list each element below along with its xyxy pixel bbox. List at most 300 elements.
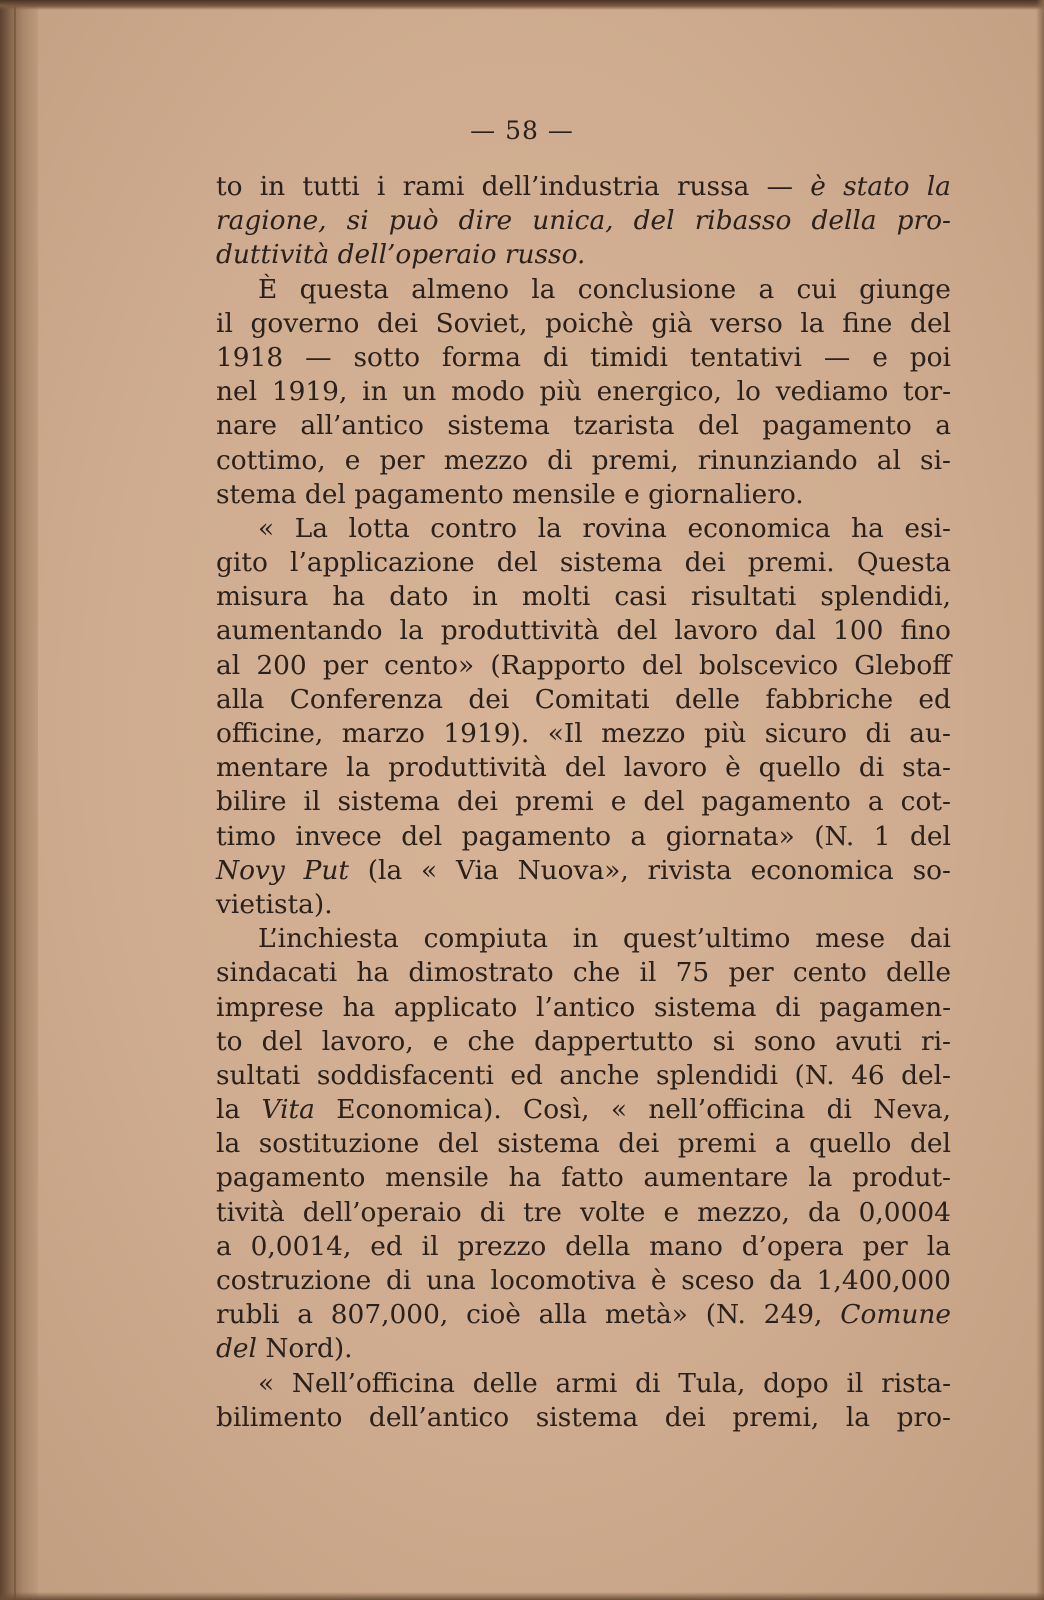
word: ha	[356, 957, 390, 989]
text-line	[216, 307, 951, 341]
word: premi	[677, 1128, 757, 1160]
word: la	[399, 615, 424, 647]
word: —	[766, 171, 793, 202]
word: (Rapporto	[490, 649, 626, 681]
word: contro	[430, 512, 518, 544]
word: la	[926, 171, 951, 202]
word: «	[258, 1367, 275, 1399]
word: del	[401, 820, 443, 852]
text-line	[216, 1025, 951, 1059]
text-line	[216, 820, 951, 854]
word: per	[322, 649, 369, 681]
word: verso	[710, 307, 783, 339]
word: «	[421, 854, 438, 886]
word: si-	[920, 444, 951, 476]
word: aumentare	[643, 1162, 789, 1194]
word: e	[432, 1025, 449, 1057]
word: dopo	[763, 1367, 829, 1399]
word: metà»	[604, 1299, 688, 1331]
word: sistema	[447, 410, 550, 442]
word: è	[725, 752, 741, 784]
word: ha	[851, 512, 884, 544]
word: e	[872, 341, 888, 373]
text-line	[216, 478, 951, 512]
word: so-	[912, 854, 951, 886]
word: dei	[684, 547, 726, 579]
word: gito	[216, 547, 268, 579]
word: mentare	[216, 752, 329, 784]
word: mezzo	[601, 718, 686, 749]
word: poi	[909, 341, 951, 373]
word: applicato	[393, 991, 518, 1023]
word: 1918	[216, 341, 284, 373]
word: pro-	[896, 205, 951, 237]
word: della	[811, 205, 877, 237]
word: tentativi	[689, 341, 802, 373]
word: pro-	[896, 1401, 951, 1433]
word: ragione,	[216, 205, 327, 237]
word: L’inchiesta	[258, 923, 399, 955]
word: l’antico	[535, 991, 636, 1023]
spine-crease	[14, 0, 16, 1600]
text-line	[216, 1196, 951, 1230]
word: la	[845, 1401, 871, 1433]
word: d’opera	[741, 1230, 844, 1262]
word: to	[216, 171, 243, 202]
word: dell’industria	[481, 171, 660, 202]
word: La	[294, 512, 328, 544]
word: ribasso	[694, 205, 792, 237]
word: aumentando	[216, 615, 383, 647]
word: del	[261, 1025, 303, 1057]
word: rubli	[216, 1299, 280, 1331]
word: giornata»	[665, 820, 795, 852]
word: splendidi	[655, 1059, 779, 1091]
word: risultati	[690, 581, 797, 613]
word: cot-	[900, 786, 951, 818]
word: premi,	[591, 444, 679, 476]
text-line	[216, 204, 951, 238]
word: delle	[885, 957, 951, 989]
word: molti	[521, 581, 591, 613]
book-spine	[0, 0, 38, 1600]
text-line	[216, 1367, 951, 1401]
word: a	[867, 786, 884, 818]
word: ha	[508, 1162, 542, 1194]
word: nare	[216, 410, 277, 442]
word: energico,	[596, 376, 722, 408]
word: casi	[614, 581, 667, 613]
word: sistema	[337, 786, 440, 818]
word: da	[807, 1196, 841, 1228]
word: è	[650, 1265, 667, 1296]
word: dato	[389, 581, 449, 613]
word: vediamo	[775, 376, 889, 408]
word: più	[703, 718, 747, 749]
text-line	[216, 614, 951, 648]
text-line	[216, 409, 951, 443]
word: bilimento	[216, 1401, 343, 1433]
word: del	[216, 1333, 257, 1365]
word: sceso	[681, 1265, 755, 1296]
text-line	[216, 751, 951, 785]
word: di	[865, 718, 891, 749]
page-number: — 58 —	[470, 116, 574, 145]
word: e	[624, 478, 640, 510]
word: volte	[579, 1196, 646, 1228]
word: 1919,	[271, 376, 348, 408]
word: Soviet,	[435, 307, 528, 339]
word: soddisfacenti	[316, 1059, 494, 1091]
word: la	[808, 1162, 833, 1194]
word: Nell’officina	[291, 1367, 455, 1399]
text-line	[216, 512, 951, 546]
word: Nord).	[265, 1333, 353, 1365]
word: del	[697, 410, 739, 442]
word: 200	[256, 649, 307, 681]
word: ed	[918, 683, 951, 715]
word: un	[402, 376, 437, 408]
word: per	[862, 1230, 908, 1262]
word: stema	[216, 478, 297, 510]
word: tor-	[902, 376, 951, 408]
word: rinunziando	[697, 444, 858, 476]
text-line	[216, 1264, 951, 1298]
word: 46	[851, 1059, 885, 1091]
word: pagamen-	[819, 991, 951, 1023]
word: produt-	[852, 1162, 951, 1194]
word: Comune	[840, 1299, 951, 1331]
word: economica	[750, 854, 894, 886]
word: anche	[559, 1059, 640, 1091]
word: Put	[303, 854, 349, 886]
word: economica	[687, 512, 831, 544]
word: ha	[342, 991, 376, 1023]
word: bilire	[216, 786, 287, 818]
word: del	[641, 649, 683, 681]
word: fatto	[561, 1162, 624, 1194]
word: la	[216, 1094, 241, 1126]
text-line	[216, 717, 951, 751]
word: Neva,	[873, 1094, 951, 1126]
word: di	[775, 991, 801, 1023]
text-line	[216, 444, 951, 478]
word: Tula,	[678, 1367, 746, 1399]
word: (N.	[794, 1059, 835, 1091]
word: alla	[538, 1299, 587, 1331]
word: armi	[555, 1367, 618, 1399]
word: bolscevico	[698, 649, 839, 681]
word: al	[216, 649, 241, 681]
word: e	[663, 1196, 680, 1228]
word: Nuova»,	[517, 854, 629, 886]
word: lavoro	[623, 752, 708, 784]
word: premi.	[747, 547, 835, 579]
word: sistema	[497, 1128, 600, 1160]
word: di	[542, 341, 569, 373]
word: giunge	[859, 273, 951, 305]
word: dei	[664, 1401, 706, 1433]
word: stato	[843, 171, 910, 202]
word: del	[910, 820, 951, 852]
word: la	[926, 1230, 951, 1262]
word: ed	[510, 1059, 543, 1091]
word: pagamento	[701, 786, 851, 818]
word: marzo	[341, 718, 425, 749]
word: governo	[250, 307, 360, 339]
word: pagamento	[461, 820, 612, 852]
word: all’antico	[300, 410, 424, 442]
text-line	[216, 170, 951, 204]
text-line	[216, 991, 951, 1025]
word: produttività	[440, 615, 600, 647]
word: 75	[675, 957, 710, 989]
word: tutti	[302, 171, 360, 202]
word: 100	[833, 615, 884, 647]
word: ri-	[920, 1025, 951, 1057]
word: dei	[376, 307, 418, 339]
word: mezzo,	[697, 1196, 790, 1228]
word: cioè	[466, 1299, 521, 1331]
word: a	[630, 820, 647, 852]
word: 249,	[763, 1299, 823, 1331]
word: (N.	[705, 1299, 746, 1331]
word: da	[769, 1265, 802, 1296]
word: del	[564, 752, 606, 784]
text-line	[216, 649, 951, 683]
word: rista-	[881, 1367, 951, 1399]
word: in	[259, 171, 286, 202]
word: modo	[451, 376, 525, 408]
text-line	[216, 1332, 951, 1366]
word: poichè	[545, 307, 634, 339]
word: pagamento	[762, 410, 912, 442]
page-bottom-edge	[0, 1592, 1044, 1600]
word: del	[910, 307, 951, 339]
word: premi	[515, 786, 594, 818]
word: mensile	[385, 1162, 489, 1194]
word: quest’ultimo	[623, 923, 791, 955]
word: au-	[909, 718, 951, 749]
word: si	[346, 205, 369, 237]
word: in	[362, 376, 388, 408]
word: per	[728, 957, 774, 989]
text-line	[216, 238, 951, 272]
word: sostituzione	[258, 1128, 420, 1160]
word: invece	[295, 820, 382, 852]
word: del	[616, 615, 658, 647]
word: splendidi,	[820, 581, 951, 613]
word: sistema	[559, 547, 663, 579]
word: cento»	[384, 649, 475, 681]
word: può	[388, 205, 439, 237]
word: delle	[472, 1367, 538, 1399]
text-line	[216, 580, 951, 614]
word: (N.	[814, 820, 855, 852]
word: compiuta	[423, 923, 548, 955]
word: del	[909, 1128, 951, 1160]
word: in	[472, 581, 498, 613]
word: del	[437, 1128, 479, 1160]
word: tività	[216, 1196, 285, 1228]
word: il	[303, 786, 321, 818]
word: per	[379, 444, 425, 476]
word: russa	[676, 171, 750, 202]
word: duttività	[216, 239, 330, 271]
word: timidi	[590, 341, 669, 373]
word: Gleboff	[854, 649, 951, 681]
word: fine	[842, 307, 893, 339]
word: la	[346, 752, 371, 784]
word: lavoro	[674, 615, 758, 647]
word: conclusione	[577, 273, 737, 305]
word: la	[537, 512, 562, 544]
word: sicuro	[764, 718, 848, 749]
word: prezzo	[457, 1230, 547, 1262]
word: Questa	[856, 547, 951, 579]
word: giornaliero.	[648, 478, 804, 510]
word: «Il	[547, 718, 583, 749]
word: di	[826, 1094, 852, 1126]
word: tre	[523, 1196, 562, 1228]
word: cento	[792, 957, 867, 989]
word: la	[531, 273, 556, 305]
word: a	[774, 1128, 791, 1160]
word: del	[496, 547, 538, 579]
word: mese	[815, 923, 886, 955]
word: rivista	[647, 854, 732, 886]
word: di	[386, 1265, 412, 1296]
word: dappertutto	[534, 1025, 694, 1057]
word: esi-	[904, 512, 951, 544]
word: più	[539, 376, 582, 408]
word: dire	[458, 205, 513, 237]
word: a	[216, 1230, 232, 1262]
word: (la	[367, 854, 403, 886]
word: Conferenza	[289, 683, 444, 715]
word: già	[651, 307, 693, 339]
word: tzarista	[573, 410, 675, 442]
word: a	[935, 410, 951, 442]
word: 0,0004	[858, 1196, 951, 1228]
word: del	[643, 786, 685, 818]
word: mano	[649, 1230, 723, 1262]
word: sistema	[653, 991, 757, 1023]
text-line	[216, 956, 951, 990]
text-line	[216, 546, 951, 580]
word: quello	[809, 1128, 892, 1160]
text-line	[216, 1401, 951, 1435]
word: dimostrato	[408, 957, 554, 989]
word: la	[800, 307, 825, 339]
word: della	[565, 1230, 631, 1262]
word: al	[876, 444, 901, 476]
word: cottimo,	[216, 444, 326, 476]
word: sistema	[535, 1401, 639, 1433]
word: la	[216, 1128, 241, 1160]
word: «	[610, 1094, 627, 1126]
word: russo.	[504, 239, 586, 271]
word: dei	[618, 1128, 660, 1160]
text-line	[216, 1059, 951, 1093]
word: costruzione	[216, 1265, 372, 1296]
word: ha	[332, 581, 366, 613]
word: in	[572, 923, 599, 955]
word: pagamento	[354, 478, 504, 510]
word: dei	[468, 683, 510, 715]
word: sotto	[353, 341, 420, 373]
word: del	[304, 478, 346, 510]
word: timo	[216, 820, 276, 852]
word: Vita	[261, 1094, 315, 1126]
word: di	[479, 1196, 506, 1228]
word: vietista).	[216, 888, 333, 920]
word: che	[572, 957, 621, 989]
word: i	[376, 171, 386, 202]
text-line	[216, 1127, 951, 1161]
word: fino	[900, 615, 951, 647]
word: 1919).	[443, 718, 530, 749]
text-line	[216, 1230, 951, 1264]
word: imprese	[216, 991, 324, 1023]
word: mezzo	[443, 444, 529, 476]
word: sono	[753, 1025, 817, 1057]
page-right-edge	[1036, 0, 1044, 1600]
word: sta-	[902, 752, 951, 784]
word: del	[633, 205, 675, 237]
word: avuti	[835, 1025, 902, 1057]
word: di	[635, 1367, 661, 1399]
word: officine,	[216, 718, 324, 749]
word: Economica).	[336, 1094, 502, 1126]
word: lo	[736, 376, 761, 408]
word: almeno	[411, 273, 509, 305]
word: quello	[758, 752, 841, 784]
word: che	[467, 1025, 515, 1057]
word: nel	[216, 376, 258, 408]
word: 1,400,000	[816, 1265, 951, 1296]
word: Comitati	[534, 683, 650, 715]
word: mensile	[512, 478, 616, 510]
body-text	[216, 170, 951, 1435]
page-top-edge	[0, 0, 1044, 10]
word: rovina	[582, 512, 667, 544]
word: produttività	[388, 752, 547, 784]
word: di	[547, 444, 573, 476]
text-line	[216, 854, 951, 888]
word: nell’officina	[648, 1094, 806, 1126]
word: premi,	[732, 1401, 820, 1433]
text-line	[216, 1093, 951, 1127]
text-line	[216, 785, 951, 819]
word: 1	[873, 820, 891, 852]
word: rami	[402, 171, 465, 202]
word: una	[426, 1265, 476, 1296]
word: —	[823, 341, 851, 373]
word: e	[610, 786, 627, 818]
word: e	[344, 444, 361, 476]
text-line	[216, 683, 951, 717]
word: È	[258, 273, 278, 305]
word: unica,	[532, 205, 614, 237]
word: «	[258, 512, 275, 544]
word: del-	[901, 1059, 951, 1091]
word: dell’antico	[368, 1401, 510, 1433]
word: il	[216, 307, 233, 339]
word: forma	[441, 341, 521, 373]
word: —	[305, 341, 332, 373]
word: dell’operaio	[302, 1196, 462, 1228]
